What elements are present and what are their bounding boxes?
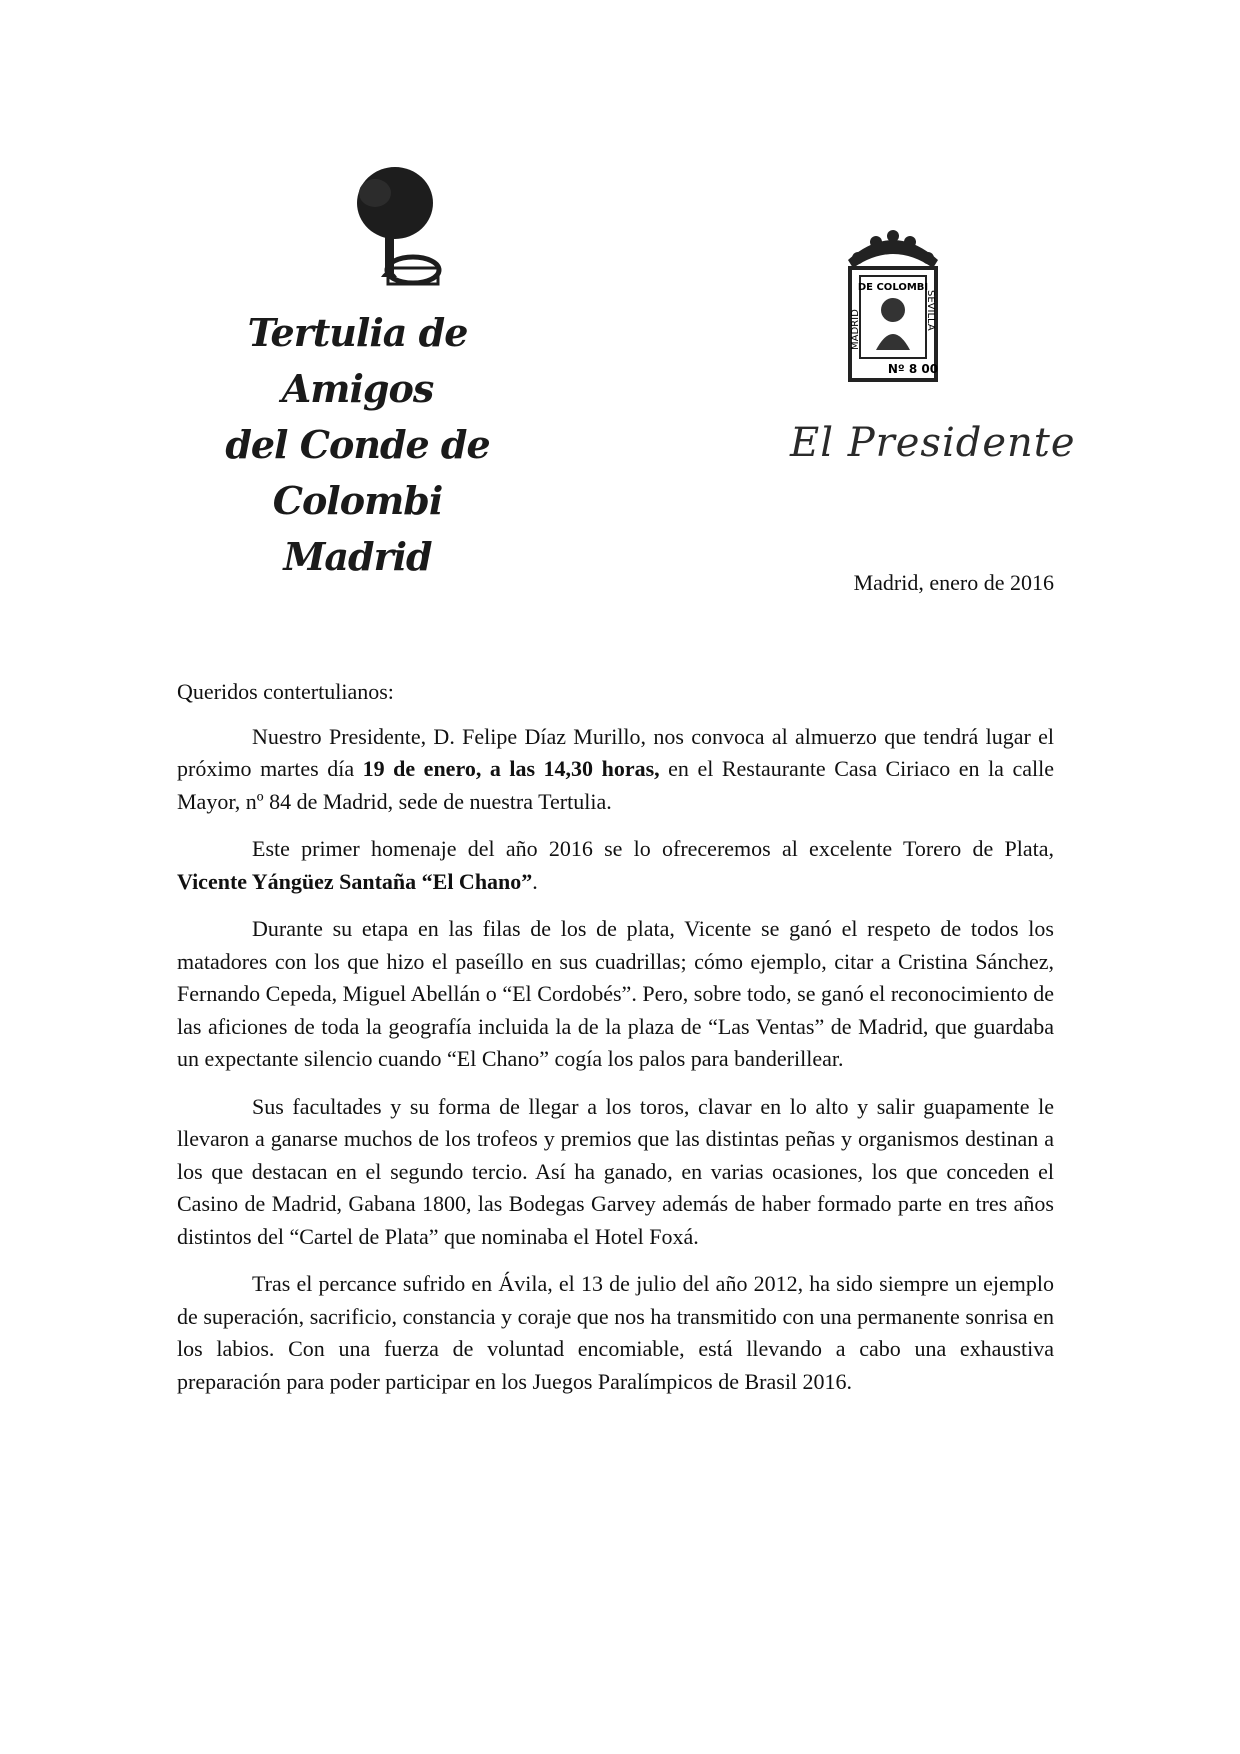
tertulia-logo — [220, 165, 495, 579]
seal-number: Nº 8 00 — [887, 362, 939, 376]
paragraph-4: Sus facultades y su forma de llegar a los toros, clavar en lo alto y salir guapamente le llevaron a ganarse muchos de los trofeos y premios que las distintas peñas y organismos destinan a los que destacan en el segundo tercio. Así ha ganado, en varias ocasiones, los que conceden el Casino de Madrid, Gabana 1800, las Bodegas Garvey además de haber formado parte en tres años distintos del “Cartel de Plata” que nominaba el Hotel Foxá. — [177, 1093, 1054, 1249]
logo-line-3: Madrid — [283, 534, 432, 579]
paragraph-2-text-c: . — [532, 868, 538, 894]
seal-right-text: SEVILLA — [925, 290, 936, 331]
tree-bullring-icon — [325, 165, 445, 295]
colombi-seal — [838, 210, 948, 390]
paragraph-2 — [177, 833, 1054, 898]
paragraph-3: Durante su etapa en las filas de los de plata, Vicente se ganó el respeto de todos los matadores con los que hizo el paseíllo en sus cuadrillas; cómo ejemplo, citar a Cristina Sánchez, Fernando Cepeda, Miguel Abellán o “El Cordobés”. Pero, sobre todo, se ganó el reconocimiento de las aficiones de toda la geografía incluida la de la plaza de “Las Ventas” de Madrid, que guardaba un expectante silencio cuando “El Chano” cogía los palos para banderillear. — [177, 916, 1054, 1071]
letter-body — [177, 676, 1054, 1413]
paragraph-2-text-a: Este primer homenaje del año 2016 se lo ofreceremos al excelente Torero de Plata, — [252, 836, 1054, 861]
paragraph-5: Tras el percance sufrido en Ávila, el 13 de julio del año 2012, ha sido siempre un ejemplo de superación, sacrificio, constancia y coraje que nos ha transmitido con una permanente sonrisa en los labios. Con una fuerza de voluntad encomiable, está llevando a cabo una exhaustiva preparación para poder participar en los Juegos Paralímpicos de Brasil 2016. — [177, 1271, 1054, 1394]
event-date-time: 19 de enero, a las 14,30 horas, — [362, 756, 660, 781]
logo-line-2: del Conde de Colombi — [225, 422, 490, 523]
logo-line-1: Tertulia de Amigos — [247, 310, 468, 411]
seal-top-text: DE COLOMBI — [857, 282, 929, 293]
paragraph-1-text-c: en el Restaurante Casa Ciriaco en la calle Mayor, nº 84 de Madrid, sede de nuestra Tertulia. — [177, 756, 1054, 814]
honoree-name: Vicente Yángüez Santaña “El Chano” — [177, 868, 533, 894]
letter-date: Madrid, enero de 2016 — [853, 570, 1054, 595]
president-signature: El Presidente — [790, 420, 1076, 466]
salutation: Queridos contertulianos: — [177, 679, 394, 704]
seal-left-text: MADRID — [850, 309, 861, 350]
paragraph-1 — [177, 721, 1054, 819]
paragraph-1-text-a: Nuestro Presidente, D. Felipe Díaz Murillo, nos convoca al almuerzo que tendrá lugar el próximo martes día — [177, 723, 1054, 781]
tertulia-logo-text — [220, 305, 495, 585]
